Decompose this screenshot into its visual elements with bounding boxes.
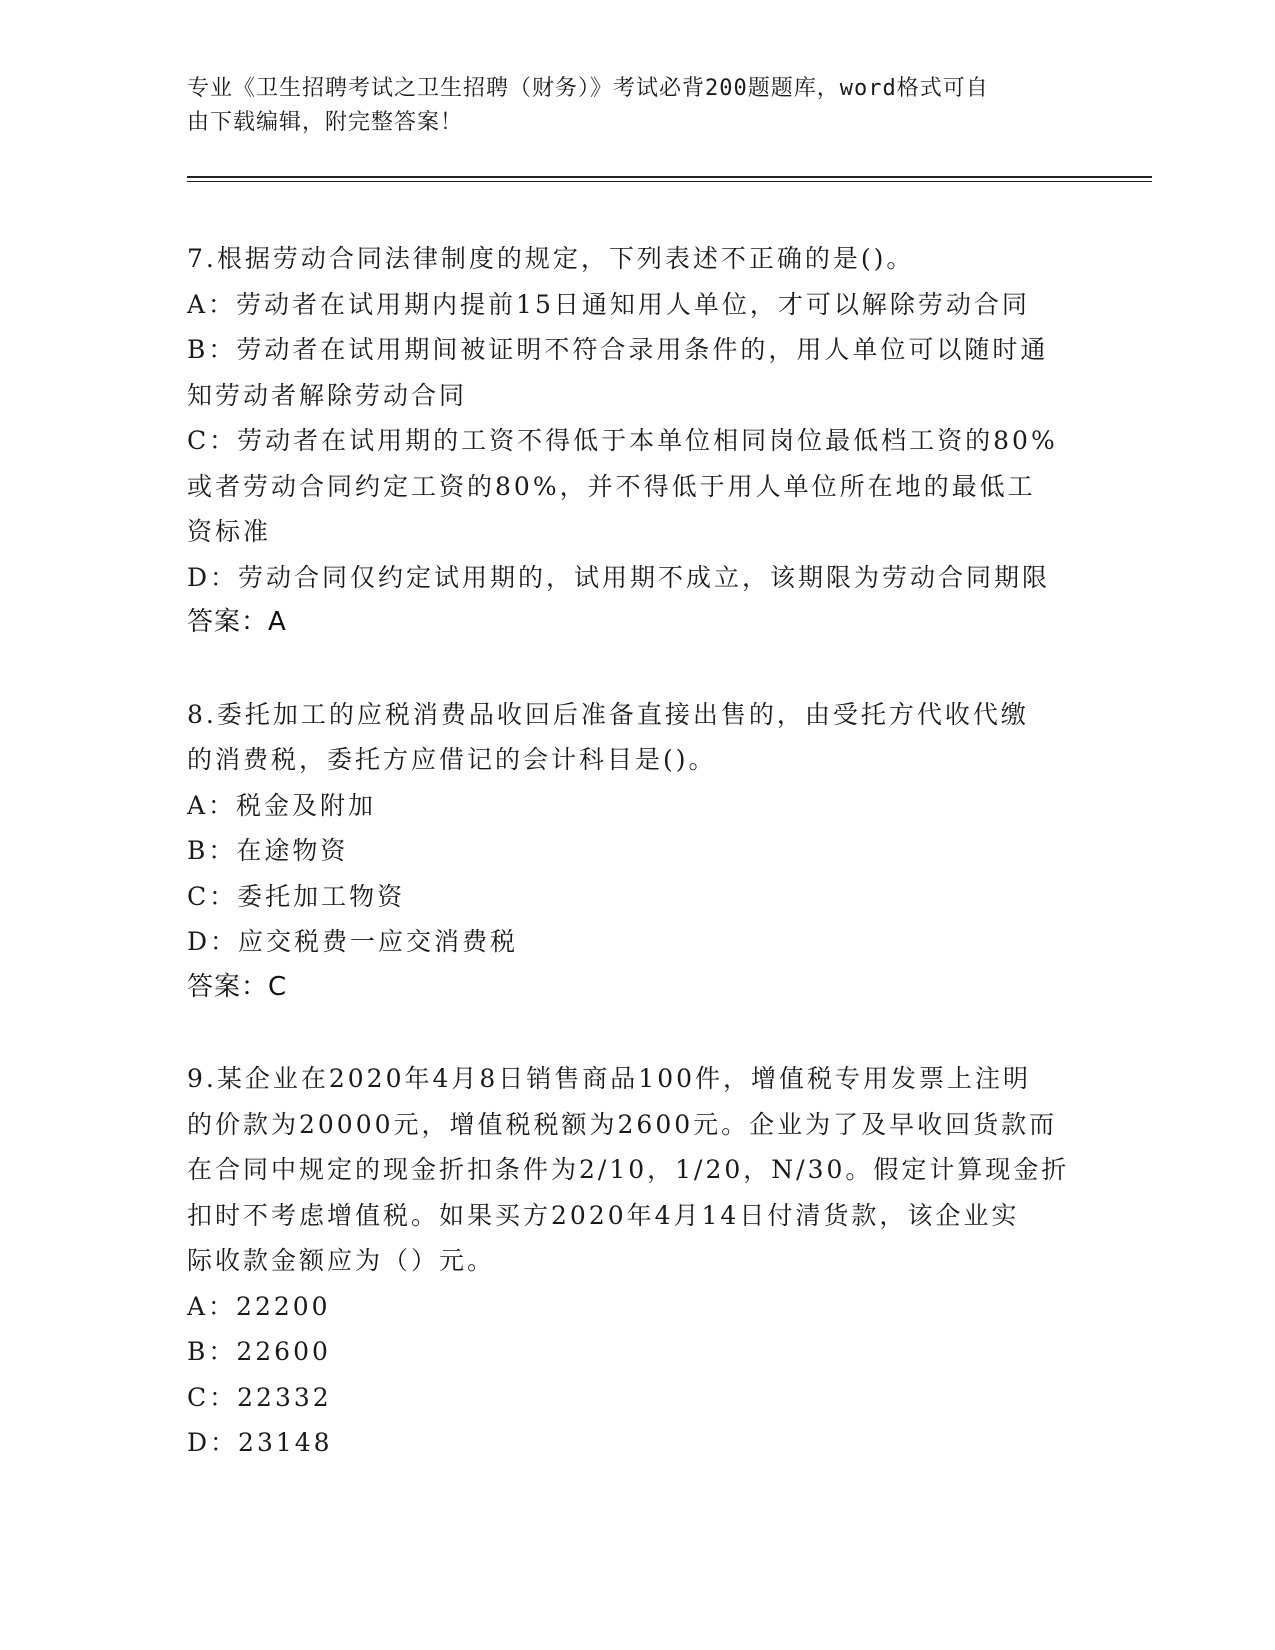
question-9 xyxy=(187,1056,1087,1466)
header-divider-thick xyxy=(187,176,1152,178)
question-stem-cont: 的消费税，委托方应借记的会计科目是()。 xyxy=(187,745,717,774)
option-c: C：22332 xyxy=(187,1382,332,1412)
option-b-cont: 知劳动者解除劳动合同 xyxy=(187,380,468,410)
option-a: A：22200 xyxy=(187,1291,331,1321)
header-line-1: 专业《卫生招聘考试之卫生招聘（财务）》考试必背200题题库，word格式可自 xyxy=(187,76,989,101)
option-b: B：在途物资 xyxy=(187,836,349,865)
question-stem: 7.根据劳动合同法律制度的规定，下列表述不正确的是()。 xyxy=(187,244,915,273)
option-a: A：税金及附加 xyxy=(187,790,377,820)
option-b: B：劳动者在试用期间被证明不符合录用条件的，用人单位可以随时通 xyxy=(187,335,1049,364)
question-stem: 8.委托加工的应税消费品收回后准备直接出售的，由受托方代收代缴 xyxy=(187,699,1029,729)
option-a: A：劳动者在试用期内提前15日通知用人单位，才可以解除劳动合同 xyxy=(187,289,1030,319)
document-header xyxy=(187,72,1067,140)
option-d: D：应交税费一应交消费税 xyxy=(187,927,519,956)
option-d: D：23148 xyxy=(187,1428,333,1457)
option-c: C：委托加工物资 xyxy=(187,881,406,911)
question-7 xyxy=(187,236,1087,646)
question-stem: 9.某企业在2020年4月8日销售商品100件，增值税专用发票上注明 xyxy=(187,1064,1032,1093)
option-c-cont: 资标准 xyxy=(187,517,272,546)
answer-label: 答案：C xyxy=(187,971,288,1002)
header-line-2: 由下载编辑，附完整答案！ xyxy=(187,110,464,135)
question-stem-cont: 扣时不考虑增值税。如果买方2020年4月14日付清货款，该企业实 xyxy=(187,1200,1020,1230)
option-d: D：劳动合同仅约定试用期的，试用期不成立，该期限为劳动合同期限 xyxy=(187,562,1051,592)
option-b: B：22600 xyxy=(187,1337,331,1366)
option-c: C：劳动者在试用期的工资不得低于本单位相同岗位最低档工资的80% xyxy=(187,426,1058,455)
question-stem-cont: 的价款为20000元，增值税税额为2600元。企业为了及早收回货款而 xyxy=(187,1109,1058,1139)
header-divider-thin xyxy=(187,181,1152,182)
answer-label: 答案：A xyxy=(187,607,287,637)
option-c-cont: 或者劳动合同约定工资的80%，并不得低于用人单位所在地的最低工 xyxy=(187,471,1036,501)
question-stem-cont: 际收款金额应为（）元。 xyxy=(187,1246,496,1275)
question-list xyxy=(187,236,1087,1512)
question-8 xyxy=(187,692,1087,1011)
question-stem-cont: 在合同中规定的现金折扣条件为2/10，1/20，N/30。假定计算现金折 xyxy=(187,1155,1070,1184)
